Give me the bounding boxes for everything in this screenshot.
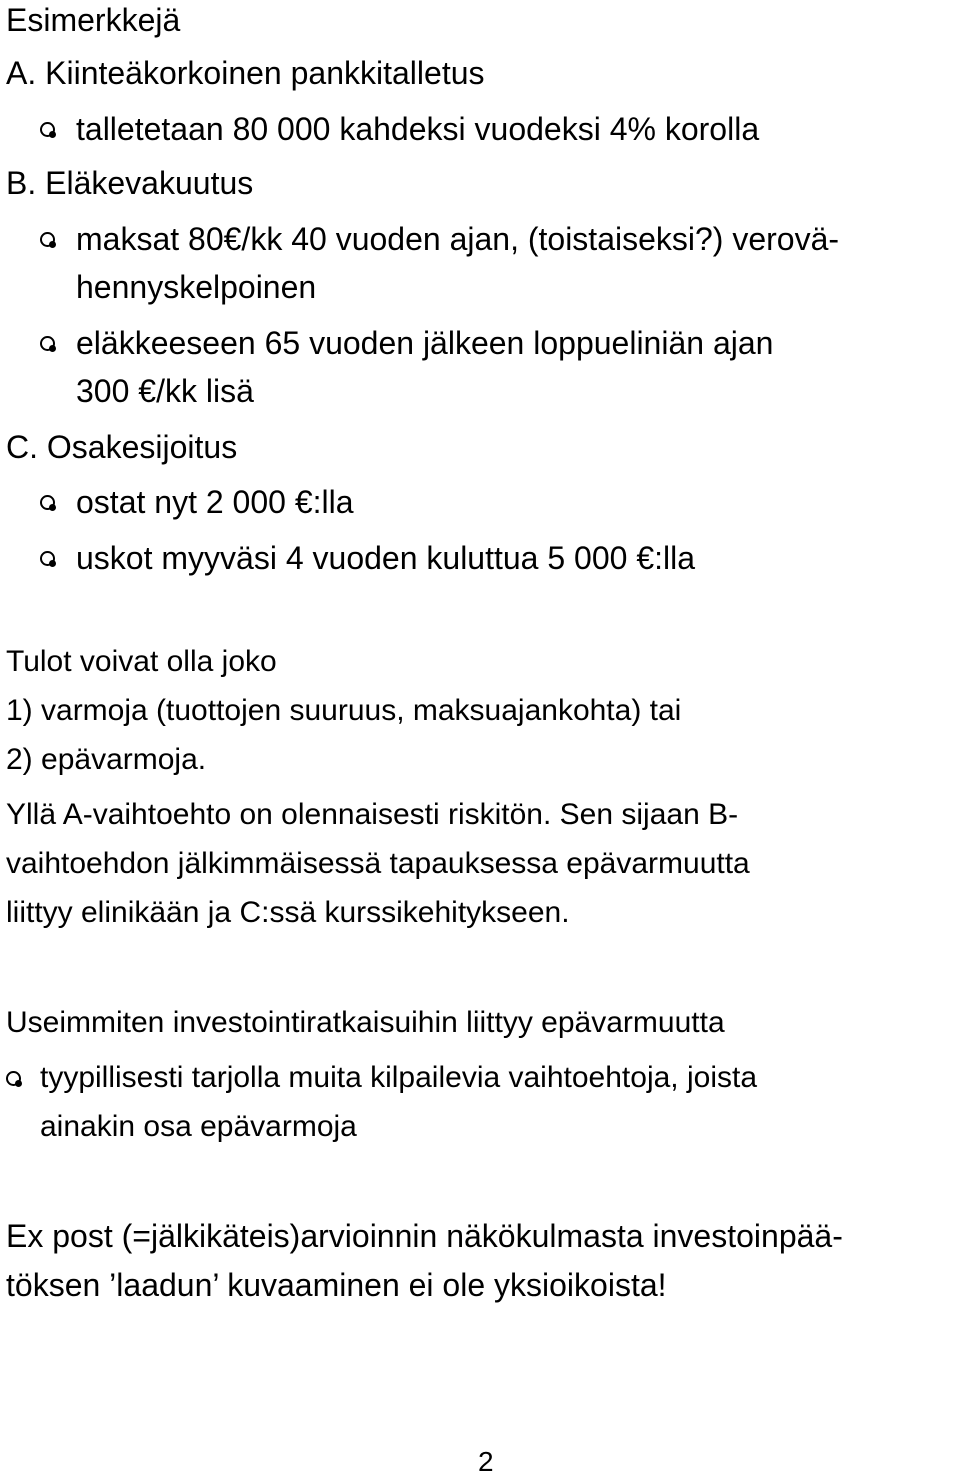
list-item: uskot myyväsi 4 vuoden kuluttua 5 000 €:lla (76, 540, 696, 576)
list-item-continuation: ainakin osa epävarmoja (40, 1110, 357, 1143)
paragraph-line: töksen ’laadun’ kuvaaminen ei ole yksioikoista! (6, 1267, 667, 1303)
bullet-icon (40, 551, 55, 566)
bullet-icon (40, 495, 55, 510)
paragraph-line: 1) varmoja (tuottojen suuruus, maksuajankohta) tai (6, 694, 682, 727)
list-item: tyypillisesti tarjolla muita kilpailevia vaihtoehtoja, joista (40, 1061, 757, 1094)
section-c-title: C. Osakesijoitus (6, 429, 238, 465)
bullet-icon (6, 1071, 21, 1086)
bullet-icon (40, 122, 55, 137)
list-item: talletetaan 80 000 kahdeksi vuodeksi 4% korolla (76, 111, 760, 147)
list-item: maksat 80€/kk 40 vuoden ajan, (toistaiseksi?) verovä- (76, 221, 840, 257)
section-a-title: A. Kiinteäkorkoinen pankkitalletus (6, 55, 485, 91)
page-number: 2 (478, 1446, 494, 1477)
list-item-continuation: 300 €/kk lisä (76, 373, 254, 409)
paragraph-line: Tulot voivat olla joko (6, 645, 277, 678)
paragraph-line: Ex post (=jälkikäteis)arvioinnin näkökulmasta investoinpää- (6, 1218, 843, 1254)
paragraph-heading: Useimmiten investointiratkaisuihin liittyy epävarmuutta (6, 1006, 725, 1039)
paragraph-line: Yllä A-vaihtoehto on olennaisesti riskitön. Sen sijaan B- (6, 798, 739, 831)
list-item-continuation: hennyskelpoinen (76, 269, 317, 305)
bullet-icon (40, 232, 55, 247)
paragraph-line: liittyy elinikään ja C:ssä kurssikehitykseen. (6, 896, 570, 929)
paragraph-line: 2) epävarmoja. (6, 743, 207, 776)
list-item: eläkkeeseen 65 vuoden jälkeen loppueliniän ajan (76, 325, 774, 361)
page-heading: Esimerkkejä (6, 2, 181, 38)
bullet-icon (40, 336, 55, 351)
list-item: ostat nyt 2 000 €:lla (76, 484, 354, 520)
section-b-title: B. Eläkevakuutus (6, 165, 254, 201)
paragraph-line: vaihtoehdon jälkimmäisessä tapauksessa epävarmuutta (6, 847, 750, 880)
